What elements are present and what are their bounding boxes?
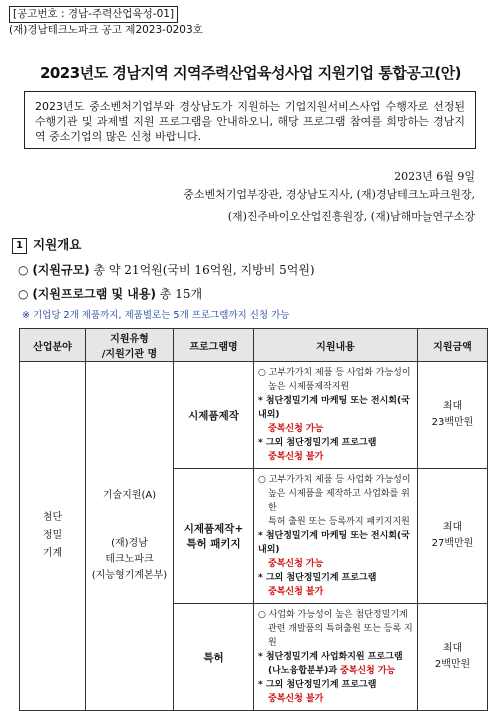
program-name-cell: 시제품제작+ 특허 패키지 <box>174 469 254 604</box>
program-content-cell: ○ 고부가가치 제품 등 사업화 가능성이 높은 시제품을 제작하고 사업화를 위한 특허 출원 또는 등록까지 패키지지원 * 첨단정밀기계 마케팅 또는 전시회(국내외) 중복신청 가능 * 그외 첨단정밀기계 프로그램 중복신청 불가 <box>254 469 418 604</box>
announcement-id: (재)경남테크노파크 공고 제2023-0203호 <box>9 24 203 36</box>
program-name-cell: 특허 <box>174 604 254 711</box>
section-heading <box>12 235 81 254</box>
header-type: 지원유형 /지원기관 명 <box>86 329 174 362</box>
circle-bullet-icon: ○ <box>18 263 29 277</box>
section-number: 1 <box>12 238 27 254</box>
announcement-number: [공고번호 : 경남-주력산업육성-01] <box>9 6 178 23</box>
header-field: 산업분야 <box>20 329 86 362</box>
support-type-cell: 기술지원(A) (재)경남 테크노파크 (지능형기계본부) <box>86 362 174 711</box>
announcement-header <box>9 6 203 38</box>
header-program: 프로그램명 <box>174 329 254 362</box>
application-note: ※ 기업당 2개 제품까지, 제품별로는 5개 프로그램까지 신청 가능 <box>22 310 290 321</box>
header-content: 지원내용 <box>254 329 418 362</box>
bullet-scale-value: 총 약 21억원(국비 16억원, 지방비 5억원) <box>93 263 315 277</box>
bullet-programs <box>18 285 202 302</box>
amount-cell: 최대 23백만원 <box>418 362 488 469</box>
issuing-orgs-line1: 중소벤처기업부장관, 경상남도지사, (재)경남테크노파크원장, <box>183 188 475 201</box>
amount-cell: 최대 2백만원 <box>418 604 488 711</box>
program-content-cell: ○ 사업화 가능성이 높은 첨단정밀기계 관련 개발품의 특허출원 또는 등록 지원 * 첨단정밀기계 사업화지원 프로그램 (나노융합분부)과 중복신청 가능 * 그외 첨단정밀기계 프로그램 중복신청 불가 <box>254 604 418 711</box>
announcement-date: 2023년 6월 9일 <box>394 170 475 183</box>
table-row <box>20 362 488 469</box>
amount-cell: 최대 27백만원 <box>418 469 488 604</box>
bullet-scale <box>18 261 315 278</box>
bullet-scale-label: (지원규모) <box>32 263 90 277</box>
industry-field-cell: 첨단 정밀 기계 <box>20 362 86 711</box>
intro-box: 2023년도 중소벤처기업부와 경상남도가 지원하는 기업지원서비스사업 수행자로 선정된 수행기관 및 과제별 지원 프로그램을 안내하오니, 해당 프로그램 참여를 희망하는 경남지역 중소기업의 많은 신청 바랍니다. <box>24 91 476 149</box>
table-header-row <box>20 329 488 362</box>
header-amount: 지원금액 <box>418 329 488 362</box>
issuing-orgs-line2: (재)진주바이오산업진흥원장, (재)남해마늘연구소장 <box>227 210 475 223</box>
bullet-programs-value: 총 15개 <box>159 287 203 301</box>
program-name-cell: 시제품제작 <box>174 362 254 469</box>
program-content-cell: ○ 고부가가치 제품 등 사업화 가능성이 높은 시제품제작지원 * 첨단정밀기계 마케팅 또는 전시회(국내외) 중복신청 가능 * 그외 첨단정밀기계 프로그램 중복신청 불가 <box>254 362 418 469</box>
bullet-programs-label: (지원프로그램 및 내용) <box>32 287 156 301</box>
section-title: 지원개요 <box>33 237 82 252</box>
document-title: 2023년도 경남지역 지역주력산업육성사업 지원기업 통합공고(안) <box>39 64 462 82</box>
support-table <box>19 328 488 711</box>
circle-bullet-icon: ○ <box>18 287 29 301</box>
